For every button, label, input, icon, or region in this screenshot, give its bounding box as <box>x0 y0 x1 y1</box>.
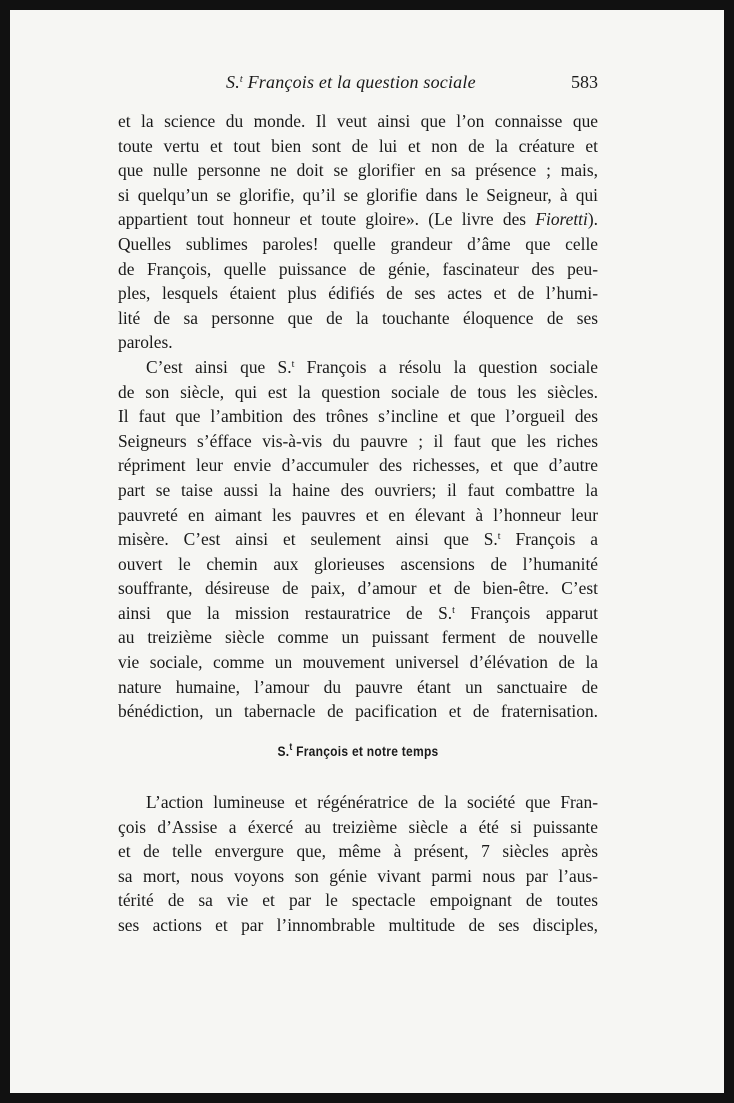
page-header <box>118 72 598 98</box>
book-page <box>10 10 724 1093</box>
text-line: ples, lesquels étaient plus édifiés de ses actes et de l’humi- <box>118 283 598 304</box>
text-line: appartient tout honneur et toute gloire». (Le livre des Fioretti). <box>118 209 598 230</box>
text-line: toute vertu et tout bien sont de lui et non de la créature et <box>118 135 598 156</box>
text-line: lité de sa personne que de la touchante éloquence de ses <box>118 307 598 328</box>
text-line: part se taise aussi la haine des ouvriers; il faut combattre la <box>118 479 598 500</box>
text-line: nature humaine, l’amour du pauvre étant un sanctuaire de <box>118 676 598 697</box>
text-line: et de telle envergure que, même à présent, 7 siècles après <box>118 841 598 862</box>
text-line: souffrante, désireuse de paix, d’amour et de bien-être. C’est <box>118 578 598 599</box>
text-line: térité de sa vie et par le spectacle empoignant de toutes <box>118 890 598 911</box>
text-line: ouvert le chemin aux glorieuses ascensions de l’humanité <box>118 553 598 574</box>
text-line: si quelqu’un se glorifie, qu’il se glorifie dans le Seigneur, à qui <box>118 184 598 205</box>
text-line: pauvreté en aimant les pauvres et en élevant à l’honneur leur <box>118 504 598 525</box>
text-line: C’est ainsi que S.$^t$ François a résolu la question sociale <box>146 356 598 377</box>
text-line: ainsi que la mission restauratrice de S.$^t$ François apparut <box>118 602 598 623</box>
text-line: paroles. <box>118 332 173 353</box>
text-line: au treizième siècle comme un puissant ferment de nouvelle <box>118 627 598 648</box>
text-line: L’action lumineuse et régénératrice de la société que Fran- <box>146 792 598 812</box>
text-line: bénédiction, un tabernacle de pacification et de fraternisation. <box>118 701 598 722</box>
text-line: Seigneurs s’éfface vis-à-vis du pauvre ; il faut que les riches <box>118 430 598 451</box>
main-text <box>118 109 598 724</box>
text-line: et la science du monde. Il veut ainsi que l’on connaisse que <box>118 111 598 131</box>
text-line: misère. C’est ainsi et seulement ainsi que S.$^t$ François a <box>118 529 598 550</box>
text-line: vie sociale, comme un mouvement universel d’élévation de la <box>118 652 598 673</box>
text-line: de son siècle, qui est la question sociale de tous les siècles. <box>118 381 598 402</box>
text-line: ses actions et par l’innombrable multitude de ses disciples, <box>118 914 598 935</box>
paragraph-1 <box>118 109 598 355</box>
text-line: Quelles sublimes paroles! quelle grandeur d’âme que celle <box>118 233 598 254</box>
text-line: Il faut que l’ambition des trônes s’incline et que l’orgueil des <box>118 406 598 427</box>
text-line: çois d’Assise a éxercé au treizième siècle a été si puissante <box>118 816 598 837</box>
section-heading: S.$^t$ François et notre temps <box>277 742 439 759</box>
paragraph-3 <box>118 790 598 938</box>
paragraph-2 <box>118 355 598 724</box>
running-title: S.$^t$ François et la question sociale <box>226 72 476 92</box>
text-line: répriment leur envie d’accumuler des richesses, et que d’autre <box>118 455 598 476</box>
text-line: sa mort, nous voyons son génie vivant parmi nous par l’aus- <box>118 865 598 886</box>
text-line: que nulle personne ne doit se glorifier en sa présence ; mais, <box>118 160 598 181</box>
text-line: de François, quelle puissance de génie, fascinateur des peu- <box>118 258 598 279</box>
page-number: 583 <box>571 72 598 92</box>
